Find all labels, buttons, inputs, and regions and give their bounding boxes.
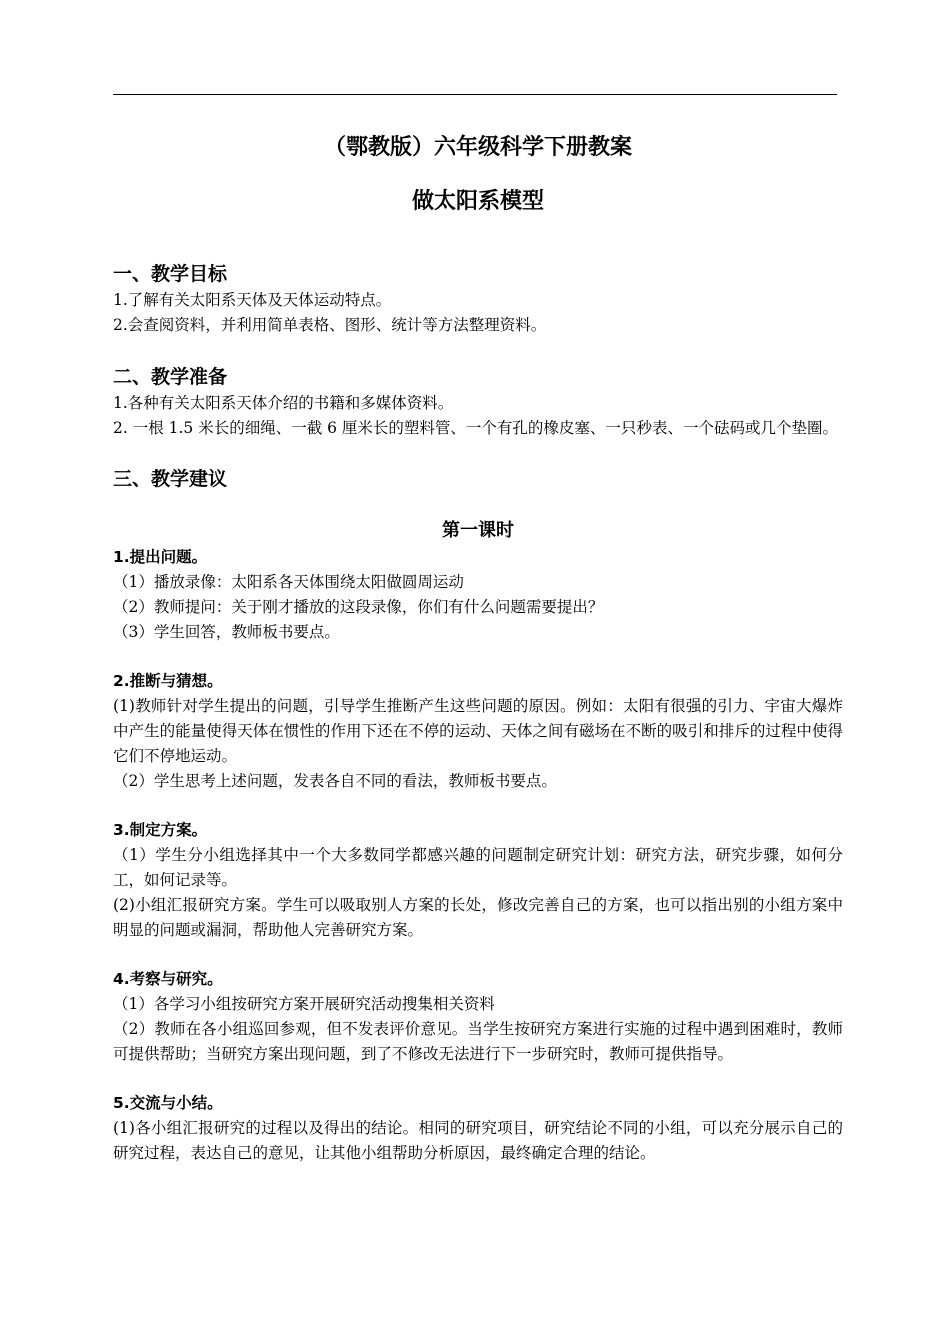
section-heading: 一、教学目标 [113,263,228,285]
step-block [113,1091,843,1166]
paragraph: 2. 一根 1.5 米长的细绳、一截 6 厘米长的塑料管、一个有孔的橡皮塞、一只秒表、一个砝码或几个垫圈。 [113,419,838,437]
paragraph: （3）学生回答，教师板书要点。 [113,623,340,641]
paragraph: (1)各小组汇报研究的过程以及得出的结论。相同的研究项目，研究结论不同的小组，可以充分展示自己的研究过程，表达自己的意见，让其他小组帮助分析原因，最终确定合理的结论。 [113,1119,843,1162]
paragraph: 2.会查阅资料，并利用简单表格、图形、统计等方法整理资料。 [113,316,547,334]
section-heading: 二、教学准备 [113,366,228,388]
document-title: （鄂教版）六年级科学下册教案 [323,135,632,160]
paragraph: （2）教师在各小组巡回参观，但不发表评价意见。当学生按研究方案进行实施的过程中遇到困难时，教师可提供帮助；当研究方案出现问题，到了不修改无法进行下一步研究时，教师可提供指导。 [113,1020,843,1063]
step-heading: 5.交流与小结。 [113,1094,223,1112]
document-body [113,130,843,1166]
paragraph: 1.各种有关太阳系天体介绍的书籍和多媒体资料。 [113,394,454,412]
step-block [113,669,843,794]
paragraph: （1）播放录像：太阳系各天体围绕太阳做圆周运动 [113,573,464,591]
paragraph: (1)教师针对学生提出的问题，引导学生推断产生这些问题的原因。例如：太阳有很强的引力、宇宙大爆炸中产生的能量使得天体在惯性的作用下还在不停的运动、天体之间有磁场在不断的吸引和排斥的过程中使得它们不停地运动。 [113,697,843,765]
section-teaching-suggestions [113,465,843,1166]
header-rule [113,94,837,95]
paragraph: （1）学生分小组选择其中一个大多数同学都感兴趣的问题制定研究计划：研究方法，研究步骤，如何分工，如何记录等。 [113,846,843,889]
section-heading: 三、教学建议 [113,468,228,490]
lesson-title: 第一课时 [442,520,514,541]
step-block [113,818,843,943]
step-heading: 3.制定方案。 [113,821,208,839]
step-heading: 2.推断与猜想。 [113,672,223,690]
section-teaching-goals [113,260,843,338]
step-heading: 1.提出问题。 [113,548,208,566]
step-heading: 4.考察与研究。 [113,970,223,988]
step-block [113,967,843,1067]
step-block [113,545,843,645]
document-subtitle: 做太阳系模型 [411,189,544,214]
paragraph: （2）教师提问：关于刚才播放的这段录像，你们有什么问题需要提出？ [113,598,604,616]
paragraph: (2)小组汇报研究方案。学生可以吸取别人方案的长处，修改完善自己的方案，也可以指出别的小组方案中明显的问题或漏洞，帮助他人完善研究方案。 [113,896,843,939]
paragraph: 1.了解有关太阳系天体及天体运动特点。 [113,291,392,309]
paragraph: （1）各学习小组按研究方案开展研究活动搜集相关资料 [113,995,495,1013]
paragraph: （2）学生思考上述问题，发表各自不同的看法，教师板书要点。 [113,772,557,790]
section-teaching-preparation [113,363,843,441]
